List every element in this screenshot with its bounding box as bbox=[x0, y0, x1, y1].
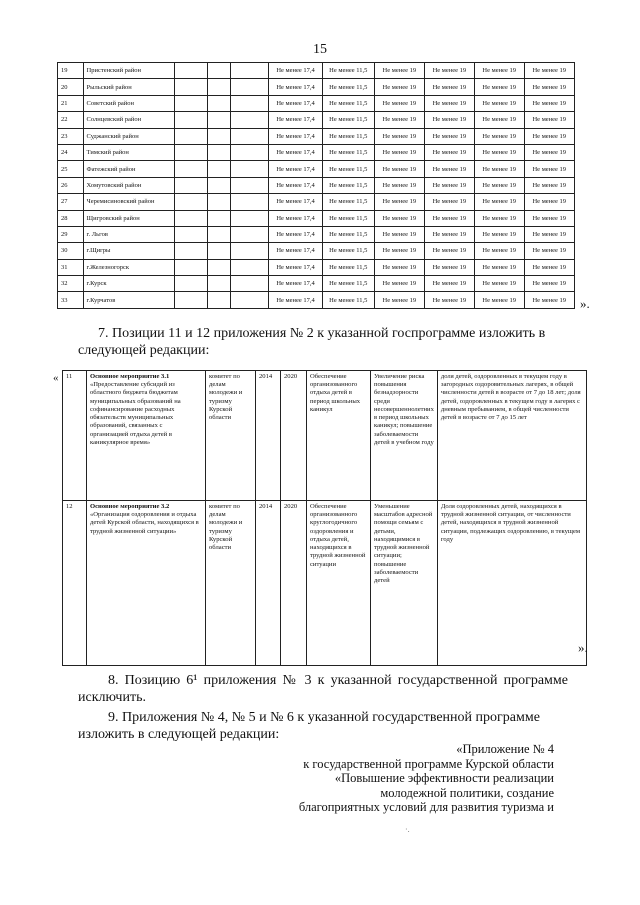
table-row bbox=[58, 112, 575, 128]
table-cell: Не менее 11,5 bbox=[322, 79, 374, 95]
table-cell: Не менее 19 bbox=[474, 243, 524, 259]
table-cell bbox=[175, 276, 207, 292]
table-cell bbox=[231, 194, 269, 210]
table-row bbox=[63, 501, 587, 666]
table-cell: Не менее 19 bbox=[524, 128, 574, 144]
table-cell: 20 bbox=[58, 79, 84, 95]
table-cell bbox=[175, 95, 207, 111]
table-cell: Пристенский район bbox=[83, 63, 175, 79]
table-cell bbox=[231, 79, 269, 95]
table-row bbox=[58, 259, 575, 275]
table-row bbox=[58, 95, 575, 111]
measure-title: Основное мероприятие 3.1 bbox=[90, 373, 170, 380]
table-cell: Не менее 17,4 bbox=[269, 243, 323, 259]
table-cell: Не менее 19 bbox=[374, 210, 424, 226]
table-cell: Не менее 19 bbox=[425, 177, 475, 193]
table-cell bbox=[175, 194, 207, 210]
table-cell: Не менее 19 bbox=[425, 243, 475, 259]
table-cell: Не менее 11,5 bbox=[322, 161, 374, 177]
table-cell: Не менее 19 bbox=[374, 63, 424, 79]
table-cell: 33 bbox=[58, 292, 84, 308]
table-cell: Не менее 19 bbox=[524, 210, 574, 226]
table-cell: 24 bbox=[58, 144, 84, 160]
table-cell: Не менее 19 bbox=[524, 243, 574, 259]
table-row bbox=[58, 226, 575, 242]
table-cell: Не менее 17,4 bbox=[269, 161, 323, 177]
table-cell: г. Льгов bbox=[83, 226, 175, 242]
table-cell bbox=[175, 259, 207, 275]
table-cell bbox=[231, 177, 269, 193]
table-cell: Не менее 19 bbox=[474, 210, 524, 226]
table-cell: Не менее 11,5 bbox=[322, 292, 374, 308]
table-cell: Не менее 19 bbox=[524, 276, 574, 292]
table-cell: Не менее 19 bbox=[374, 144, 424, 160]
table-cell: Не менее 19 bbox=[425, 226, 475, 242]
table-cell: Хомутовский район bbox=[83, 177, 175, 193]
table-cell: Не менее 11,5 bbox=[322, 210, 374, 226]
table-cell: Не менее 19 bbox=[425, 128, 475, 144]
table-cell: Солнцевский район bbox=[83, 112, 175, 128]
table-cell: Не менее 11,5 bbox=[322, 177, 374, 193]
table-cell bbox=[175, 112, 207, 128]
quote-open: « bbox=[53, 372, 59, 384]
table-cell: Не менее 17,4 bbox=[269, 144, 323, 160]
measure-description: «Организация оздоровления и отдыха детей Курской области, находящихся в трудной жизненной ситуации» bbox=[90, 511, 199, 535]
table-cell: Не менее 19 bbox=[374, 112, 424, 128]
table-cell-end: 2020 bbox=[281, 371, 307, 501]
table-cell: Не менее 19 bbox=[374, 79, 424, 95]
table-cell-start: 2014 bbox=[256, 501, 281, 666]
appendix-line: к государственной программе Курской области bbox=[303, 756, 554, 771]
table-cell: Не менее 19 bbox=[474, 177, 524, 193]
table-cell: Не менее 19 bbox=[374, 276, 424, 292]
table-cell: Не менее 17,4 bbox=[269, 276, 323, 292]
table-cell: Не менее 11,5 bbox=[322, 226, 374, 242]
table-cell: Не менее 19 bbox=[524, 112, 574, 128]
table-cell: Не менее 19 bbox=[425, 63, 475, 79]
table-cell: Не менее 19 bbox=[374, 177, 424, 193]
table-cell bbox=[207, 79, 231, 95]
table-cell-end: 2020 bbox=[281, 501, 307, 666]
table-cell: Не менее 19 bbox=[425, 210, 475, 226]
table-row bbox=[58, 177, 575, 193]
table-cell bbox=[175, 79, 207, 95]
table-cell: Не менее 11,5 bbox=[322, 112, 374, 128]
table-cell bbox=[207, 112, 231, 128]
table-cell-risk: Уменьшение масштабов адресной помощи семьям с детьми, находящимися в трудной жизненной ситуации; повышение заболеваемости детей bbox=[371, 501, 438, 666]
positions-table bbox=[62, 370, 587, 666]
table-cell: 27 bbox=[58, 194, 84, 210]
table-cell: Не менее 19 bbox=[425, 144, 475, 160]
table-cell bbox=[175, 128, 207, 144]
table-cell-indicator: Доля оздоровленных детей, находящихся в трудной жизненной ситуации, от численности детей, находящихся в трудной жизненной ситуации, подлежащих оздоровлению, в текущем году bbox=[437, 501, 586, 666]
table-cell: 22 bbox=[58, 112, 84, 128]
table-cell: Не менее 17,4 bbox=[269, 194, 323, 210]
table-cell bbox=[231, 292, 269, 308]
table-cell: Суджанский район bbox=[83, 128, 175, 144]
table-cell-risk: Увеличение риска повышения безнадзорности среди несовершеннолетних в период школьных каникул; повышение заболеваемости детей в учебном году bbox=[371, 371, 438, 501]
table-cell bbox=[231, 112, 269, 128]
table-cell: Тимский район bbox=[83, 144, 175, 160]
table-cell: Не менее 19 bbox=[425, 112, 475, 128]
table-cell bbox=[231, 276, 269, 292]
table-cell: 25 bbox=[58, 161, 84, 177]
table-cell bbox=[175, 161, 207, 177]
table-cell bbox=[231, 210, 269, 226]
table-cell bbox=[175, 210, 207, 226]
measure-description: «Предоставление субсидий из областного бюджета бюджетам муниципальных образований на софинансирование расходных обязательств муниципальных образований, связанных с организацией отдыха детей в каникулярное время» bbox=[90, 381, 181, 446]
table-cell: Не менее 19 bbox=[425, 259, 475, 275]
table-cell bbox=[207, 210, 231, 226]
table-row bbox=[58, 276, 575, 292]
table-cell: Не менее 19 bbox=[374, 292, 424, 308]
table-cell: Не менее 19 bbox=[474, 276, 524, 292]
quote-close: ». bbox=[580, 296, 590, 311]
table-cell bbox=[175, 292, 207, 308]
table-row bbox=[58, 128, 575, 144]
table-cell bbox=[231, 144, 269, 160]
table-cell: Не менее 19 bbox=[524, 144, 574, 160]
table-cell: Не менее 17,4 bbox=[269, 259, 323, 275]
scan-speck: ·. bbox=[405, 825, 410, 834]
appendix-line: «Приложение № 4 bbox=[456, 742, 554, 756]
table-cell: Не менее 19 bbox=[474, 226, 524, 242]
table-cell: 26 bbox=[58, 177, 84, 193]
table-cell bbox=[207, 161, 231, 177]
table-cell: 30 bbox=[58, 243, 84, 259]
table-cell: 28 bbox=[58, 210, 84, 226]
table-cell: Не менее 19 bbox=[474, 194, 524, 210]
table-cell: Не менее 19 bbox=[425, 276, 475, 292]
table-cell: г.Курчатов bbox=[83, 292, 175, 308]
table-cell bbox=[175, 177, 207, 193]
districts-table bbox=[57, 62, 575, 309]
table-cell: Не менее 19 bbox=[374, 243, 424, 259]
paragraph-8: 8. Позицию 6¹ приложения № 3 к указанной государственной программе исключить. bbox=[78, 673, 568, 705]
table-cell bbox=[231, 95, 269, 111]
appendix-line: молодежной политики, создание bbox=[380, 785, 554, 800]
table-cell bbox=[175, 144, 207, 160]
table-cell: Не менее 19 bbox=[524, 79, 574, 95]
table-cell: Не менее 19 bbox=[374, 95, 424, 111]
table-cell: Не менее 17,4 bbox=[269, 63, 323, 79]
table-cell: Черемисиновский район bbox=[83, 194, 175, 210]
table-cell: Не менее 17,4 bbox=[269, 128, 323, 144]
table-cell: Не менее 19 bbox=[374, 161, 424, 177]
table-cell bbox=[207, 243, 231, 259]
table-cell bbox=[207, 259, 231, 275]
table-cell: г.Курск bbox=[83, 276, 175, 292]
table-cell bbox=[175, 243, 207, 259]
table-cell bbox=[207, 128, 231, 144]
table-cell: Не менее 17,4 bbox=[269, 177, 323, 193]
table-cell: Не менее 19 bbox=[425, 95, 475, 111]
table-cell: Не менее 17,4 bbox=[269, 79, 323, 95]
table-cell bbox=[207, 194, 231, 210]
table-cell: Советский район bbox=[83, 95, 175, 111]
table-cell bbox=[207, 226, 231, 242]
table-cell-start: 2014 bbox=[256, 371, 281, 501]
table-cell bbox=[207, 177, 231, 193]
table-cell: Не менее 19 bbox=[524, 161, 574, 177]
table-cell-result: Обеспечение организованного отдыха детей в период школьных каникул bbox=[307, 371, 371, 501]
table-cell: Не менее 19 bbox=[425, 194, 475, 210]
table-cell: Не менее 19 bbox=[474, 63, 524, 79]
table-row bbox=[58, 161, 575, 177]
paragraph-7: 7. Позиции 11 и 12 приложения № 2 к указанной госпрограмме изложить в следующей редакции: bbox=[78, 326, 546, 358]
appendix-line: благоприятных условий для развития туризма и bbox=[298, 800, 554, 814]
table-cell: Не менее 11,5 bbox=[322, 63, 374, 79]
table-cell: Щигровский район bbox=[83, 210, 175, 226]
table-cell-resp: комитет по делам молодежи и туризму Курской области bbox=[206, 371, 256, 501]
table-cell: Не менее 17,4 bbox=[269, 226, 323, 242]
table-cell bbox=[207, 63, 231, 79]
table-cell-n: 12 bbox=[63, 501, 87, 666]
table-cell-n: 11 bbox=[63, 371, 87, 501]
table-cell: Не менее 11,5 bbox=[322, 128, 374, 144]
table-cell-result: Обеспечение организованного круглогодичного оздоровления и отдыха детей, находящихся в трудной жизненной ситуации bbox=[307, 501, 371, 666]
table-cell: Не менее 11,5 bbox=[322, 144, 374, 160]
table-cell: Не менее 19 bbox=[524, 226, 574, 242]
page-number: 15 bbox=[313, 42, 327, 57]
table-cell: 19 bbox=[58, 63, 84, 79]
table-cell: Не менее 19 bbox=[474, 144, 524, 160]
table-cell: Не менее 17,4 bbox=[269, 112, 323, 128]
appendix-line: «Повышение эффективности реализации bbox=[334, 771, 554, 785]
table-cell bbox=[231, 128, 269, 144]
table-cell: Не менее 17,4 bbox=[269, 292, 323, 308]
table-cell: Не менее 19 bbox=[374, 194, 424, 210]
appendix-header bbox=[299, 742, 554, 815]
table-cell: Не менее 11,5 bbox=[322, 95, 374, 111]
table-cell: Не менее 19 bbox=[474, 259, 524, 275]
table-cell bbox=[175, 63, 207, 79]
table-cell: Не менее 19 bbox=[474, 292, 524, 308]
table-cell bbox=[231, 226, 269, 242]
table-row bbox=[63, 371, 587, 501]
table-cell: Не менее 19 bbox=[374, 128, 424, 144]
table-cell: Не менее 19 bbox=[524, 194, 574, 210]
table-cell: Не менее 19 bbox=[425, 292, 475, 308]
table-row bbox=[58, 144, 575, 160]
table-cell: Не менее 11,5 bbox=[322, 259, 374, 275]
table-cell: Не менее 11,5 bbox=[322, 276, 374, 292]
table-row bbox=[58, 79, 575, 95]
paragraph-9: 9. Приложения № 4, № 5 и № 6 к указанной государственной программе изложить в следующей редакции: bbox=[78, 710, 540, 742]
table-cell-name bbox=[87, 371, 206, 501]
table-row bbox=[58, 210, 575, 226]
table-cell: Не менее 19 bbox=[425, 161, 475, 177]
table-cell: 21 bbox=[58, 95, 84, 111]
table-cell bbox=[231, 259, 269, 275]
table-cell: Не менее 19 bbox=[524, 259, 574, 275]
table-cell bbox=[231, 161, 269, 177]
table-cell-indicator: доля детей, оздоровленных в текущем году в загородных оздоровительных лагерях, в общей численности детей в возрасте от 7 до 18 лет; доля детей, оздоровленных в текущем году в лагерях с дневным пребыванием, в общей численности детей в возрасте от 7 до 15 лет bbox=[437, 371, 586, 501]
table-cell bbox=[207, 292, 231, 308]
table-cell: 29 bbox=[58, 226, 84, 242]
table-cell bbox=[175, 226, 207, 242]
table-cell: Не менее 19 bbox=[524, 177, 574, 193]
table-cell-resp: комитет по делам молодежи и туризму Курской области bbox=[206, 501, 256, 666]
table-cell: Не менее 19 bbox=[524, 292, 574, 308]
table-cell: Не менее 19 bbox=[474, 161, 524, 177]
table-cell: Не менее 19 bbox=[474, 112, 524, 128]
table-cell: Не менее 19 bbox=[474, 128, 524, 144]
table-cell: Не менее 19 bbox=[524, 95, 574, 111]
table-cell: Не менее 19 bbox=[425, 79, 475, 95]
measure-title: Основное мероприятие 3.2 bbox=[90, 503, 170, 510]
table-cell bbox=[207, 276, 231, 292]
table-cell bbox=[231, 63, 269, 79]
table-cell: Не менее 19 bbox=[474, 79, 524, 95]
table-row bbox=[58, 194, 575, 210]
table-cell: Фатежский район bbox=[83, 161, 175, 177]
table-cell bbox=[207, 95, 231, 111]
table-cell: Рыльский район bbox=[83, 79, 175, 95]
table-cell: г.Щигры bbox=[83, 243, 175, 259]
table-cell: Не менее 19 bbox=[374, 259, 424, 275]
quote-close-2: ». bbox=[578, 640, 588, 655]
table-cell: Не менее 19 bbox=[374, 226, 424, 242]
table-cell: Не менее 11,5 bbox=[322, 243, 374, 259]
table-row bbox=[58, 63, 575, 79]
table-row bbox=[58, 292, 575, 308]
table-cell bbox=[231, 243, 269, 259]
table-cell: Не менее 17,4 bbox=[269, 95, 323, 111]
table-cell: 31 bbox=[58, 259, 84, 275]
table-cell: Не менее 19 bbox=[524, 63, 574, 79]
table-cell: Не менее 11,5 bbox=[322, 194, 374, 210]
table-cell: Не менее 17,4 bbox=[269, 210, 323, 226]
table-cell: г.Железногорск bbox=[83, 259, 175, 275]
table-cell bbox=[207, 144, 231, 160]
table-cell-name bbox=[87, 501, 206, 666]
table-row bbox=[58, 243, 575, 259]
table-cell: 23 bbox=[58, 128, 84, 144]
table-cell: Не менее 19 bbox=[474, 95, 524, 111]
table-cell: 32 bbox=[58, 276, 84, 292]
